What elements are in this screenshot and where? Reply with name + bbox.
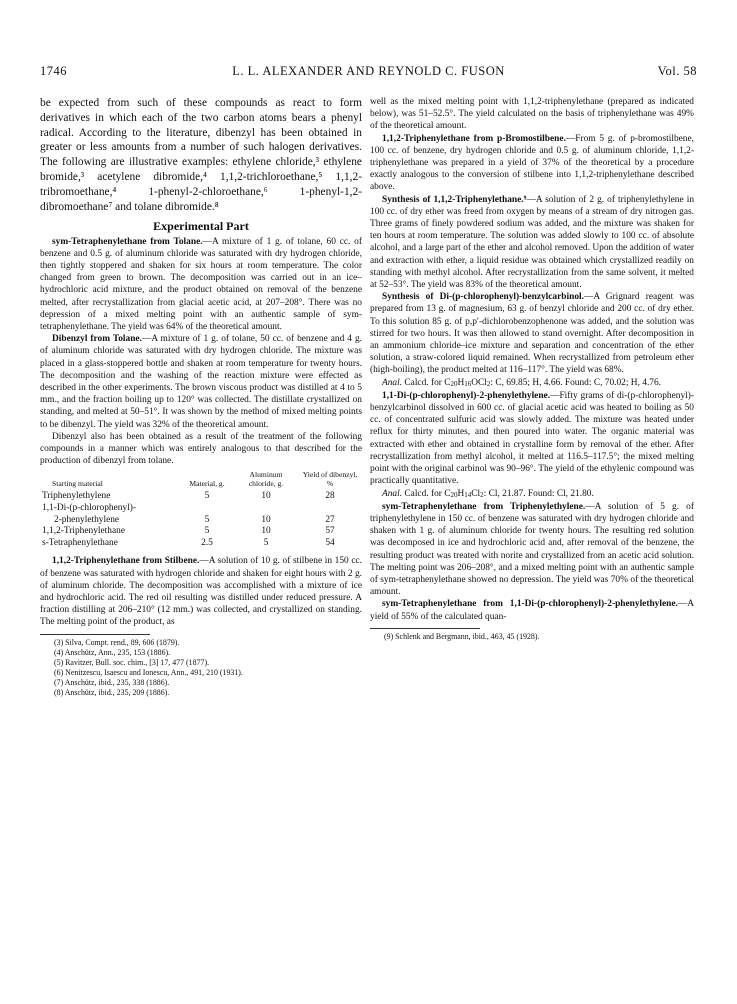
footnote: (7) Anschütz, ibid., 235, 338 (1886). <box>54 677 170 687</box>
paragraph-heading: Synthesis of 1,1,2-Triphenylethane.⁹ <box>382 194 527 205</box>
table-cell: 2-phenylethylene <box>54 514 120 525</box>
paragraph-tetraphenylethane-tolane <box>40 236 362 334</box>
paragraph-heading: Synthesis of Di-(p-chlorophenyl)-benzylcarbinol. <box>382 292 584 303</box>
footnote-divider <box>40 634 150 635</box>
section-title: Experimental Part <box>153 219 249 234</box>
table-cell: 27 <box>325 514 335 525</box>
column-header: Yield of dibenzyl, % <box>302 470 358 489</box>
table-cell: 10 <box>261 491 271 502</box>
intro-paragraph: be expected from such of these compounds as react to form derivatives in which each of the two carbon atoms bears a phenyl radical. According to the literature, dibenzyl has been obtained in greater or less amounts from a number of such halogen derivatives. The following are illustrative examples: ethylene chloride,³ ethylene bromide,³ acetylene dibromide,⁴ 1,1,2-trichloroethane,⁵ 1,1,2-tribromoethane,⁴ 1-phenyl-2-chloroethane,⁶ 1-phenyl-1,2-dibromoethane⁷ and tolane dibromide.⁸ <box>40 97 362 213</box>
paragraph-synthesis-triphenylethane <box>370 194 694 292</box>
paragraph-dibenzyl-tolane <box>40 333 362 431</box>
analysis-values: : Cl, 21.87. Found: Cl, 21.80. <box>483 488 594 499</box>
column-header: Material, g. <box>189 479 225 489</box>
footnote: (4) Anschütz, Ann., 235, 153 (1886). <box>54 647 171 657</box>
table-cell: Triphenylethylene <box>42 491 111 502</box>
footnote: (3) Silva, Compt. rend., 89, 606 (1879). <box>54 637 180 647</box>
formula-subscript: 20 <box>450 490 458 499</box>
table-cell: s-Tetraphenylethane <box>42 537 118 548</box>
table-cell: 1,1-Di-(p-chlorophenyl)- <box>42 503 136 514</box>
footnote: (8) Anschütz, ibid., 235, 209 (1886). <box>54 687 170 697</box>
left-column <box>40 96 362 698</box>
table-cell: 5 <box>263 537 269 548</box>
volume-label: Vol. 58 <box>657 64 697 78</box>
paragraph-tetraphenylethane-triphenylethylene <box>370 501 694 599</box>
paragraph-heading: Dibenzyl from Tolane. <box>52 334 142 345</box>
column-header: Aluminum chloride, g. <box>248 470 284 489</box>
paragraph-tetraphenylethane-diphenylethylene <box>370 598 694 622</box>
column-header: Starting material <box>52 479 103 489</box>
analysis-label: Anal. <box>382 488 403 499</box>
paragraph-triphenylethane-stilbene <box>40 555 362 628</box>
formula-text: H <box>457 488 465 499</box>
dibenzyl-yield-table <box>40 470 362 549</box>
table-cell: 57 <box>325 526 335 537</box>
table-cell: 5 <box>204 526 210 537</box>
paragraph-heading: sym-Tetraphenylethane from Tolane. <box>52 236 203 247</box>
table-header-row <box>40 470 362 491</box>
paragraph-body: —A solution of 2 g. of triphenylethylene in 100 cc. of dry ether was freed from oxygen by means of a stream of dry nitrogen gas. Three grams of finely powdered sodium was added, and the mixture was shaken for ten hours at room temperature. The solution was added slowly to 100 cc. of absolute alcohol, and a large part of the ether and alcohol removed. Upon the addition of water and extraction with ether, a liquid residue was obtained which crystallized readily on standing with methyl alcohol. After recrystallization from the same solvent, it melted at 52–53°. The yield was 83% of the theoretical amount. <box>370 194 695 291</box>
paragraph-body: —A yield of 55% of the calculated quan- <box>370 599 694 622</box>
right-column <box>370 96 694 642</box>
analysis-values: : C, 69.85; H, 4.66. Found: C, 70.02; H, 4.76. <box>490 377 662 388</box>
table-cell: 1,1,2-Triphenylethane <box>42 526 125 537</box>
analysis-ethylene <box>370 488 694 501</box>
paragraph-body: —A Grignard reagent was prepared from 13 g. of magnesium, 63 g. of benzyl chloride and 200 cc. of dry ether. To this solution 85 g. of p,p′-dichlorobenzophenone was added, and the solution was stirred for two hours. It was then allowed to stand overnight. After decomposition in an ammonium chloride–ice mixture and separation and concentration of the ether solution, a straw-colored liquid remained. When recrystallized from petroleum ether (high-boiling), the product melted at 116–117°. The yield was 68%. <box>370 292 694 376</box>
table-cell: 10 <box>261 526 271 537</box>
formula-subscript: 20 <box>450 379 458 388</box>
formula-text: Calcd. for C <box>404 488 451 499</box>
page-number: 1746 <box>40 64 67 78</box>
footnote: (6) Nenitzescu, Isaescu and Ionescu, Ann., 491, 210 (1931). <box>54 667 243 677</box>
paragraph-body: —A mixture of 1 g. of tolane, 50 cc. of benzene and 4 g. of aluminum chloride was saturated with dry hydrogen chloride. The mixture was placed in a glass-stoppered bottle and shaken at room temperature for twenty hours. The decomposition and the washing of the reaction mixture were effected as described in the other experiments. The brown viscous product was distilled at 4 to 5 mm., and the fraction boiling up to 120° was collected. The distillate crystallized on standing, and melted at 50–51°. It was shown by the method of mixed melting points to be dibenzyl. The yield was 32% of the theoretical amount. <box>40 334 363 430</box>
formula-text: Cl <box>471 488 481 499</box>
footnote: (9) Schlenk and Bergmann, ibid., 463, 45 (1928). <box>384 631 540 641</box>
paragraph-dibenzyl-other: Dibenzyl also has been obtained as a result of the treatment of the following compounds in a manner which was entirely analogous to that described for the production of dibenzyl from tolane. <box>40 431 362 467</box>
table-cell: 10 <box>261 514 271 525</box>
table-row <box>40 515 362 527</box>
formula-text: Calcd. for C <box>404 377 451 388</box>
paragraph-body: —A solution of 5 g. of triphenylethylene in 150 cc. of benzene was saturated with dry hydrogen chloride and shaken with 1 g. of aluminum chloride for twenty hours. The resulting red solution was decomposed in ice and hydrochloric acid and, after removal of the benzene, the resulting product was treated with norite and crystallized from an acetic acid solution. The melting point was 206–208°, and a mixed melting point with an authentic sample of sym-tetraphenylethane showed no depression. The yield was 70% of the theoretical amount. <box>370 501 694 598</box>
table-cell <box>234 503 298 515</box>
table-row <box>40 526 362 538</box>
paragraph-continuation: well as the mixed melting point with 1,1,2-triphenylethane (prepared as indicated below), was 51–52.5°. The yield calculated on the basis of triphenylethane was 49% of the theoretical amount. <box>370 97 694 132</box>
table-cell <box>298 503 362 515</box>
formula-text: OCl <box>471 377 487 388</box>
paragraph-heading: sym-Tetraphenylethane from Triphenylethylene. <box>382 501 586 512</box>
analysis-carbinol <box>370 377 694 390</box>
table-cell: 2.5 <box>201 537 213 548</box>
paragraph-body: —A solution of 10 g. of stilbene in 150 cc. of benzene was saturated with hydrogen chloride and shaken for eight hours with 2 g. of aluminum chloride. The decomposition was accomplished with a mixture of ice and hydrochloric acid. The red oil resulting was distilled under reduced pressure. A fraction distilling at 206–210° (12 mm.) was collected, and crystallized on standing. The melting point of the product, as <box>40 556 362 628</box>
formula-subscript: 2 <box>480 490 484 499</box>
paragraph-triphenylethane-bromostilbene <box>370 133 694 194</box>
formula-subscript: 14 <box>464 490 472 499</box>
paragraph-synthesis-carbinol <box>370 291 694 376</box>
footnote-divider <box>370 628 480 629</box>
table-row <box>40 491 362 503</box>
formula-subscript: 16 <box>464 379 472 388</box>
formula-text: H <box>457 377 465 388</box>
table-cell: 5 <box>204 514 210 525</box>
running-header <box>40 64 697 82</box>
footnotes <box>370 632 694 642</box>
paragraph-body: —Fifty grams of di-(p-chlorophenyl)-benzylcarbinol dissolved in 600 cc. of glacial acetic acid was heated to boiling as 50 cc. of concentrated sulfuric acid was slowly added. The mixture was heated under reflux for thirty minutes, and then poured into water. The organic material was extracted with ether and obtained in crystalline form by removal of the ether. After recrystallization from methyl alcohol, it melted at 116.5–117.5°; the mixed melting point with the original carbinol was 90–96°. The yield of the ethylenic compound was practically quantitative. <box>370 390 694 487</box>
analysis-label: Anal. <box>382 377 403 388</box>
paragraph-diphenylethylene <box>370 390 694 488</box>
paragraph-body: —From 5 g. of p-bromostilbene, 100 cc. of benzene, dry hydrogen chloride and 0.5 g. of aluminum chloride, 1,1,2-triphenylethane was prepared in a yield of 37% of the theoretical by a procedure exactly analogous to the conversion of stilbene into 1,1,2-triphenylethane described above. <box>370 133 694 193</box>
table-row <box>40 538 362 550</box>
footnotes <box>40 638 362 698</box>
table-cell <box>180 503 234 515</box>
formula-subscript: 2 <box>486 379 491 388</box>
paragraph-body: —A mixture of 1 g. of tolane, 60 cc. of benzene and 0.5 g. of aluminum chloride was saturated with dry hydrogen chloride, then tightly stoppered and shaken for six hours at room temperature. The color changed from green to brown. The decomposition was carried out in an ice–hydrochloric acid mixture, and the product obtained on removal of the benzene melted, after recrystallization from glacial acetic acid, at 207–208°. There was no depression of a mixed melting point with an authentic sample of sym-tetraphenylethane. The yield was 64% of the theoretical amount. <box>40 236 362 332</box>
table-cell: 5 <box>204 491 210 502</box>
table-row <box>40 503 362 515</box>
running-title: L. L. ALEXANDER AND REYNOLD C. FUSON <box>232 64 505 78</box>
footnote: (5) Ravitzer, Bull. soc. chim., [3] 17, 477 (1877). <box>54 657 210 667</box>
table-cell: 54 <box>325 537 335 548</box>
table-cell: 28 <box>325 491 335 502</box>
paragraph-heading: 1,1-Di-(p-chlorophenyl)-2-phenylethylene. <box>382 390 551 401</box>
paragraph-heading: sym-Tetraphenylethane from 1,1-Di-(p-chlorophenyl)-2-phenylethylene. <box>382 599 678 610</box>
paragraph-heading: 1,1,2-Triphenylethane from p-Bromostilbene. <box>382 133 566 144</box>
paragraph-heading: 1,1,2-Triphenylethane from Stilbene. <box>52 556 200 567</box>
